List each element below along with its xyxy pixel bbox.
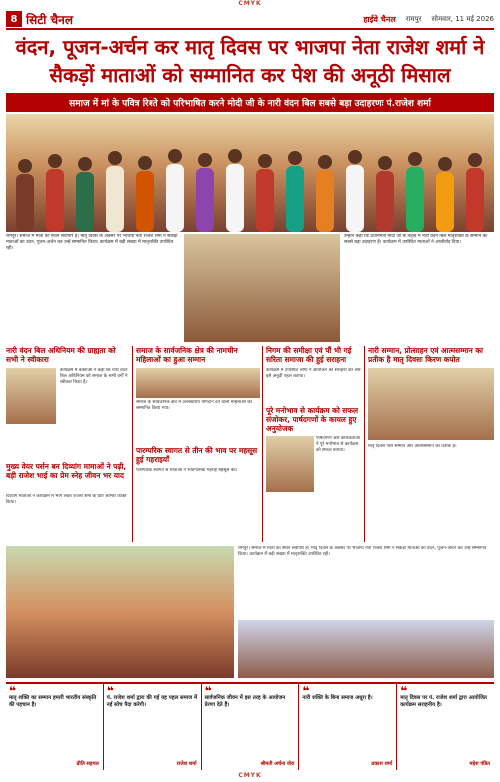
story-3-text: कार्यक्रम में उपस्थित लोगों ने आयोजन की सराहना की और इसे अनूठी पहल बताया।: [266, 368, 361, 379]
quote-text: मातृ शक्ति का सम्मान हमारी भारतीय संस्कृति की पहचान है।: [9, 695, 97, 708]
section-name: सिटी चैनल: [26, 12, 73, 27]
lead-article-text-right: उन्होंने कहा कि प्रधानमंत्री मोदी जी के नेतृत्व में नारी वंदन बिल मातृशक्ति के सम्मान का सबसे बड़ा उदाहरण है। कार्यक्रम में उपस्थित माताओं ने आशीर्वाद दिया।: [344, 234, 488, 245]
quote-mark-icon: ❝: [204, 684, 212, 698]
continued-text: रामपुर। समाज में माता का स्थान सर्वोपरि है। मातृ दिवस के अवसर पर भाजपा नेता राजेश शर्मा ने सैकड़ों माताओं का वंदन, पूजन-अर्चन कर उन्हें सम्मानित किया। कार्यक्रम में बड़ी संख्या में मातृशक्ति उपस्थित रही।: [238, 546, 487, 557]
header-date: सोमवार, 11 मई 2026: [431, 14, 494, 23]
story-2-title: समाज के सार्वजनिक क्षेत्र की नामचीन महिलाओं का हुआ सम्मान: [136, 346, 238, 364]
story-6-title: पारम्परिक स्वागत से तीन की भाव पर महसूस हुई गहराइयाँ: [136, 446, 258, 464]
story-2-photo: [136, 368, 260, 398]
quote-mark-icon: ❝: [9, 684, 17, 698]
quote-text: मातृ दिवस पर पं. राजेश शर्मा द्वारा आयोजित कार्यक्रम सराहनीय है।: [400, 695, 487, 708]
page-number: 8: [6, 11, 22, 27]
column-divider: [132, 346, 133, 542]
column-divider: [364, 346, 365, 542]
event-photo-secondary: [184, 234, 340, 342]
story-4-photo: [368, 368, 494, 440]
newspaper-brand: हाईवे चैनल: [363, 14, 396, 24]
story-6-text: पारम्परिक स्वागत से माताओं ने भावनात्मक गहराई महसूस की।: [136, 468, 238, 473]
quote-mark-icon: ❝: [400, 684, 408, 698]
quote-mark-icon: ❝: [106, 684, 114, 698]
column-divider: [262, 346, 263, 542]
quote-author: प्रकाश शर्मा: [371, 761, 393, 767]
story-2-text: समाज के सार्वजनिक क्षेत्र में उल्लेखनीय योगदान देने वाली महिलाओं को सम्मानित किया गया।: [136, 400, 252, 411]
event-photo-main: [6, 114, 494, 232]
quote-mark-icon: ❝: [302, 684, 310, 698]
quote-card: [299, 684, 397, 770]
quote-strip: [6, 682, 494, 770]
quote-author: राजेश शर्मा: [176, 761, 197, 767]
page-header: [6, 10, 494, 30]
story-4-title: नारी सम्मान, प्रोत्साहन एवं आत्मसम्मान का प्रतीक है मातृ दिवसः किरण कपोत: [368, 346, 483, 364]
story-7-photo: [266, 436, 314, 492]
story-5-text: दिव्यांग माताओं ने कार्यक्रम में भाग लेकर राजेश शर्मा के प्रति आभार व्यक्त किया।: [6, 494, 127, 505]
quote-text: नारी शक्ति के बिना समाज अधूरा है।: [302, 695, 373, 701]
quote-author: महेश पंडित: [469, 761, 490, 767]
quote-text: सार्वजनिक जीवन में इस तरह के आयोजन प्रेरणा देते हैं।: [204, 695, 286, 708]
headline-line-2: सैकड़ों माताओं को सम्मानित कर पेश की अनूठी मिसाल: [49, 63, 451, 87]
event-photo-bottom-right: [238, 620, 494, 678]
headline-line-1: वंदन, पूजन-अर्चन कर मातृ दिवस पर भाजपा नेता राजेश शर्मा ने: [15, 35, 485, 59]
story-1-photo: [6, 368, 56, 424]
story-5-title: मुख्य वेयर पर्सन बन दिव्यांग मामाओं ने पढ़ी, बड़ी राजेश भाई का प्रेम स्नेह जीवन भर याद: [6, 462, 127, 480]
subheadline-banner: समाज में मां के पवित्र रिश्ते को परिभाषित करने मोदी जी के नारी वंदन बिल सबसे बड़ा उदाहरणः पं.राजेश शर्मा: [6, 93, 494, 112]
story-1-title: नारी वंदन बिल अधिनियम की ग्राह्यता को सभी ने स्वीकारा: [6, 346, 116, 364]
quote-author: प्रीति सहगल: [76, 761, 99, 767]
quote-author: श्रीमती अर्चना वोरा: [260, 761, 295, 767]
story-4-text: मातृ दिवस नारी सम्मान और आत्मसम्मान का प्रतीक है।: [368, 444, 457, 449]
main-headline: [6, 33, 494, 89]
header-city: रामपुर: [405, 14, 422, 23]
story-3-title: निगम की समीक्षा एवं पौं भी गई सरिता समाजा की हुई सराहना: [266, 346, 352, 364]
quote-card: [104, 684, 202, 770]
print-mark-bottom: CMYK: [238, 772, 262, 779]
quote-text: पं. राजेश शर्मा द्वारा की गई यह पहल समाज में नई सोच पैदा करेगी।: [106, 695, 198, 708]
story-7-title: पूरे मनोभाव से कार्यक्रम को सफल संजोकर, पार्षदगणों के कायल हुए अनुयोजक: [266, 406, 359, 433]
lead-article-text: रामपुर। समाज में माता का स्थान सर्वोपरि है। मातृ दिवस के अवसर पर भाजपा नेता राजेश शर्मा ने सैकड़ों माताओं का वंदन, पूजन-अर्चन कर उन्हें सम्मानित किया। कार्यक्रम में बड़ी संख्या में मातृशक्ति उपस्थित रही।: [6, 234, 178, 251]
story-7-text: पार्षदगणों और कार्यकर्ताओं ने पूरे मनोभाव से कार्यक्रम को सफल बनाया।: [316, 436, 360, 453]
quote-card: [6, 684, 104, 770]
crowd-illustration: [6, 114, 494, 232]
story-1-text: कार्यक्रम में वक्ताओं ने कहा कि नारी वंदन बिल अधिनियम को समाज के सभी वर्गों ने स्वीकार किया है।: [60, 368, 128, 385]
event-photo-bottom: [6, 546, 234, 678]
quote-card: [397, 684, 494, 770]
quote-card: [202, 684, 300, 770]
print-mark-top: CMYK: [238, 0, 262, 7]
